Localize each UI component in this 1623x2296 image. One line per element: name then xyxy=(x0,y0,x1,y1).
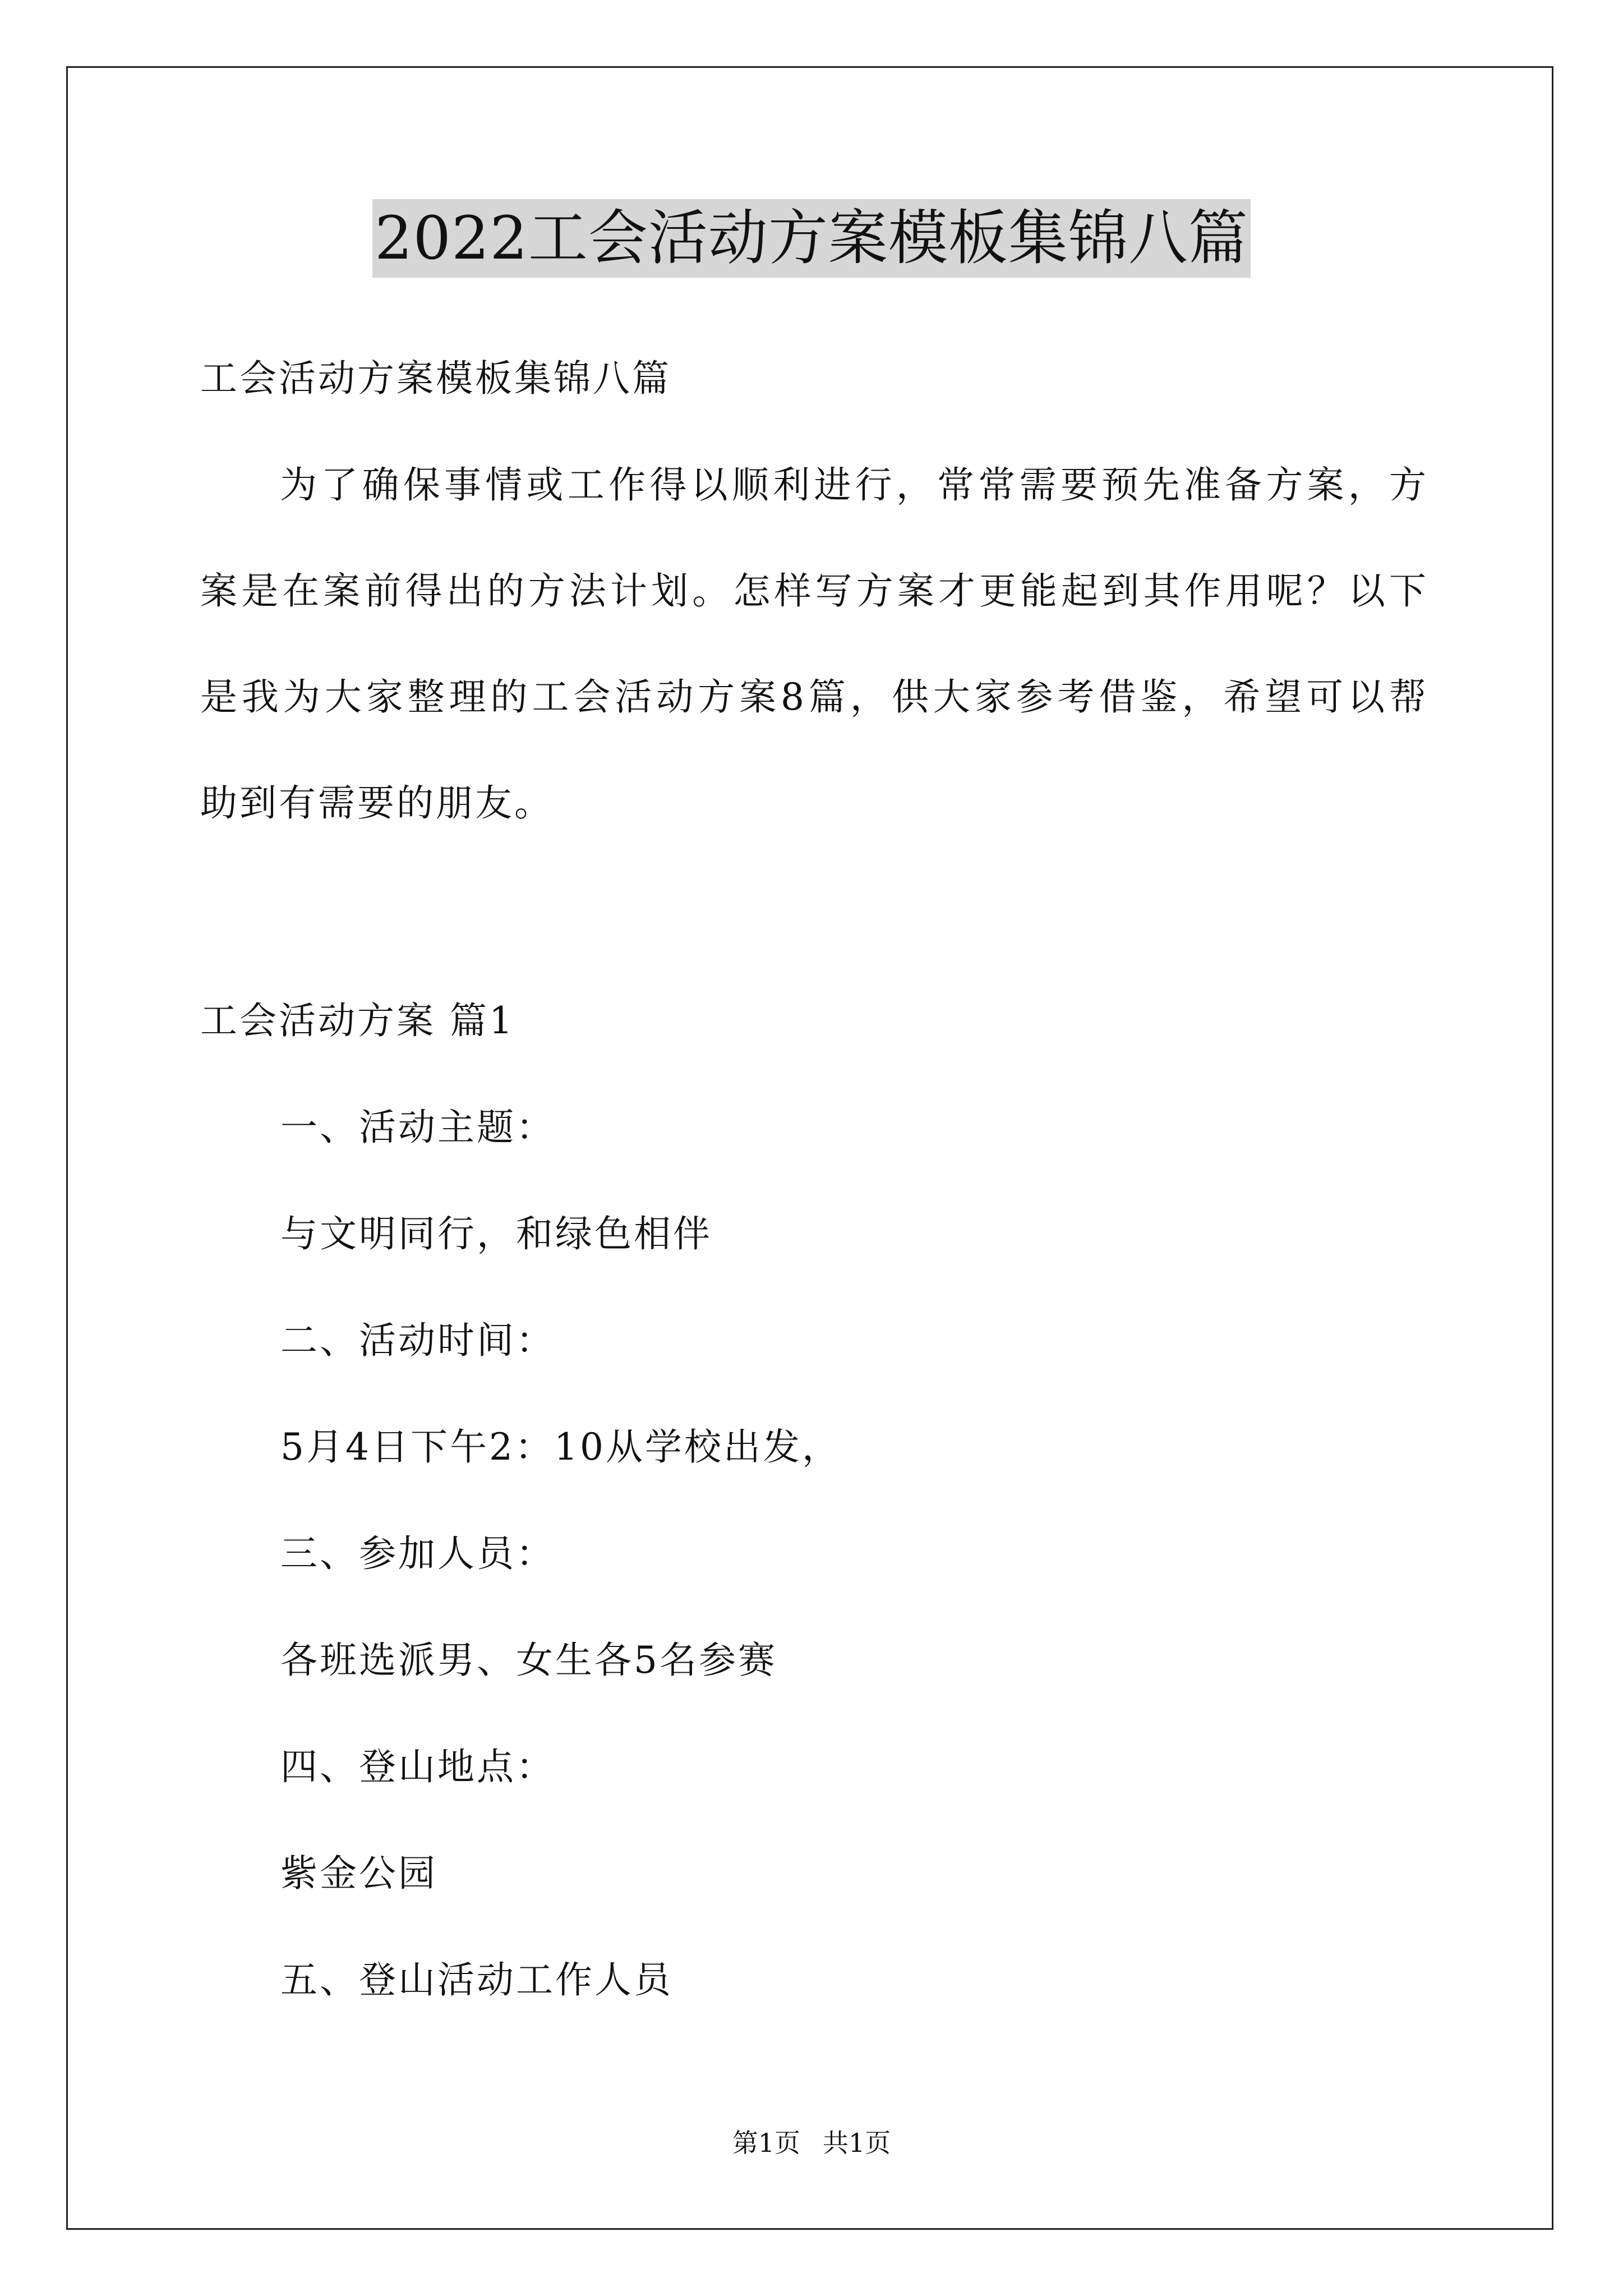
list-item: 四、登山地点： xyxy=(280,1745,555,1788)
list-item: 各班选派男、女生各5名参赛 xyxy=(280,1639,777,1682)
document-subtitle: 工会活动方案模板集锦八篇 xyxy=(200,357,671,400)
document-title: 2022工会活动方案模板集锦八篇 xyxy=(372,199,1251,278)
intro-line: 案是在案前得出的方法计划。怎样写方案才更能起到其作用呢？以下 xyxy=(200,569,1428,613)
section-heading: 工会活动方案 篇1 xyxy=(200,999,515,1042)
intro-line: 助到有需要的朋友。 xyxy=(200,781,554,825)
intro-paragraph xyxy=(200,460,1428,884)
list-item: 与文明同行，和绿色相伴 xyxy=(280,1212,712,1255)
list-item: 一、活动主题： xyxy=(280,1106,555,1149)
list-item: 二、活动时间： xyxy=(280,1319,555,1362)
intro-line: 是我为大家整理的工会活动方案8篇，供大家参考借鉴，希望可以帮 xyxy=(200,675,1428,719)
list-item: 五、登山活动工作人员 xyxy=(280,1958,673,2001)
page-total: 共1页 xyxy=(823,2128,891,2158)
page-number: 第1页 xyxy=(732,2128,800,2158)
intro-line: 为了确保事情或工作得以顺利进行，常常需要预先准备方案，方 xyxy=(280,463,1428,507)
list-item: 三、参加人员： xyxy=(280,1532,555,1575)
title-wrap xyxy=(0,199,1623,278)
list-item: 5月4日下午2：10从学校出发， xyxy=(280,1425,841,1469)
list-item: 紫金公园 xyxy=(280,1852,437,1895)
page-footer xyxy=(0,2126,1623,2160)
